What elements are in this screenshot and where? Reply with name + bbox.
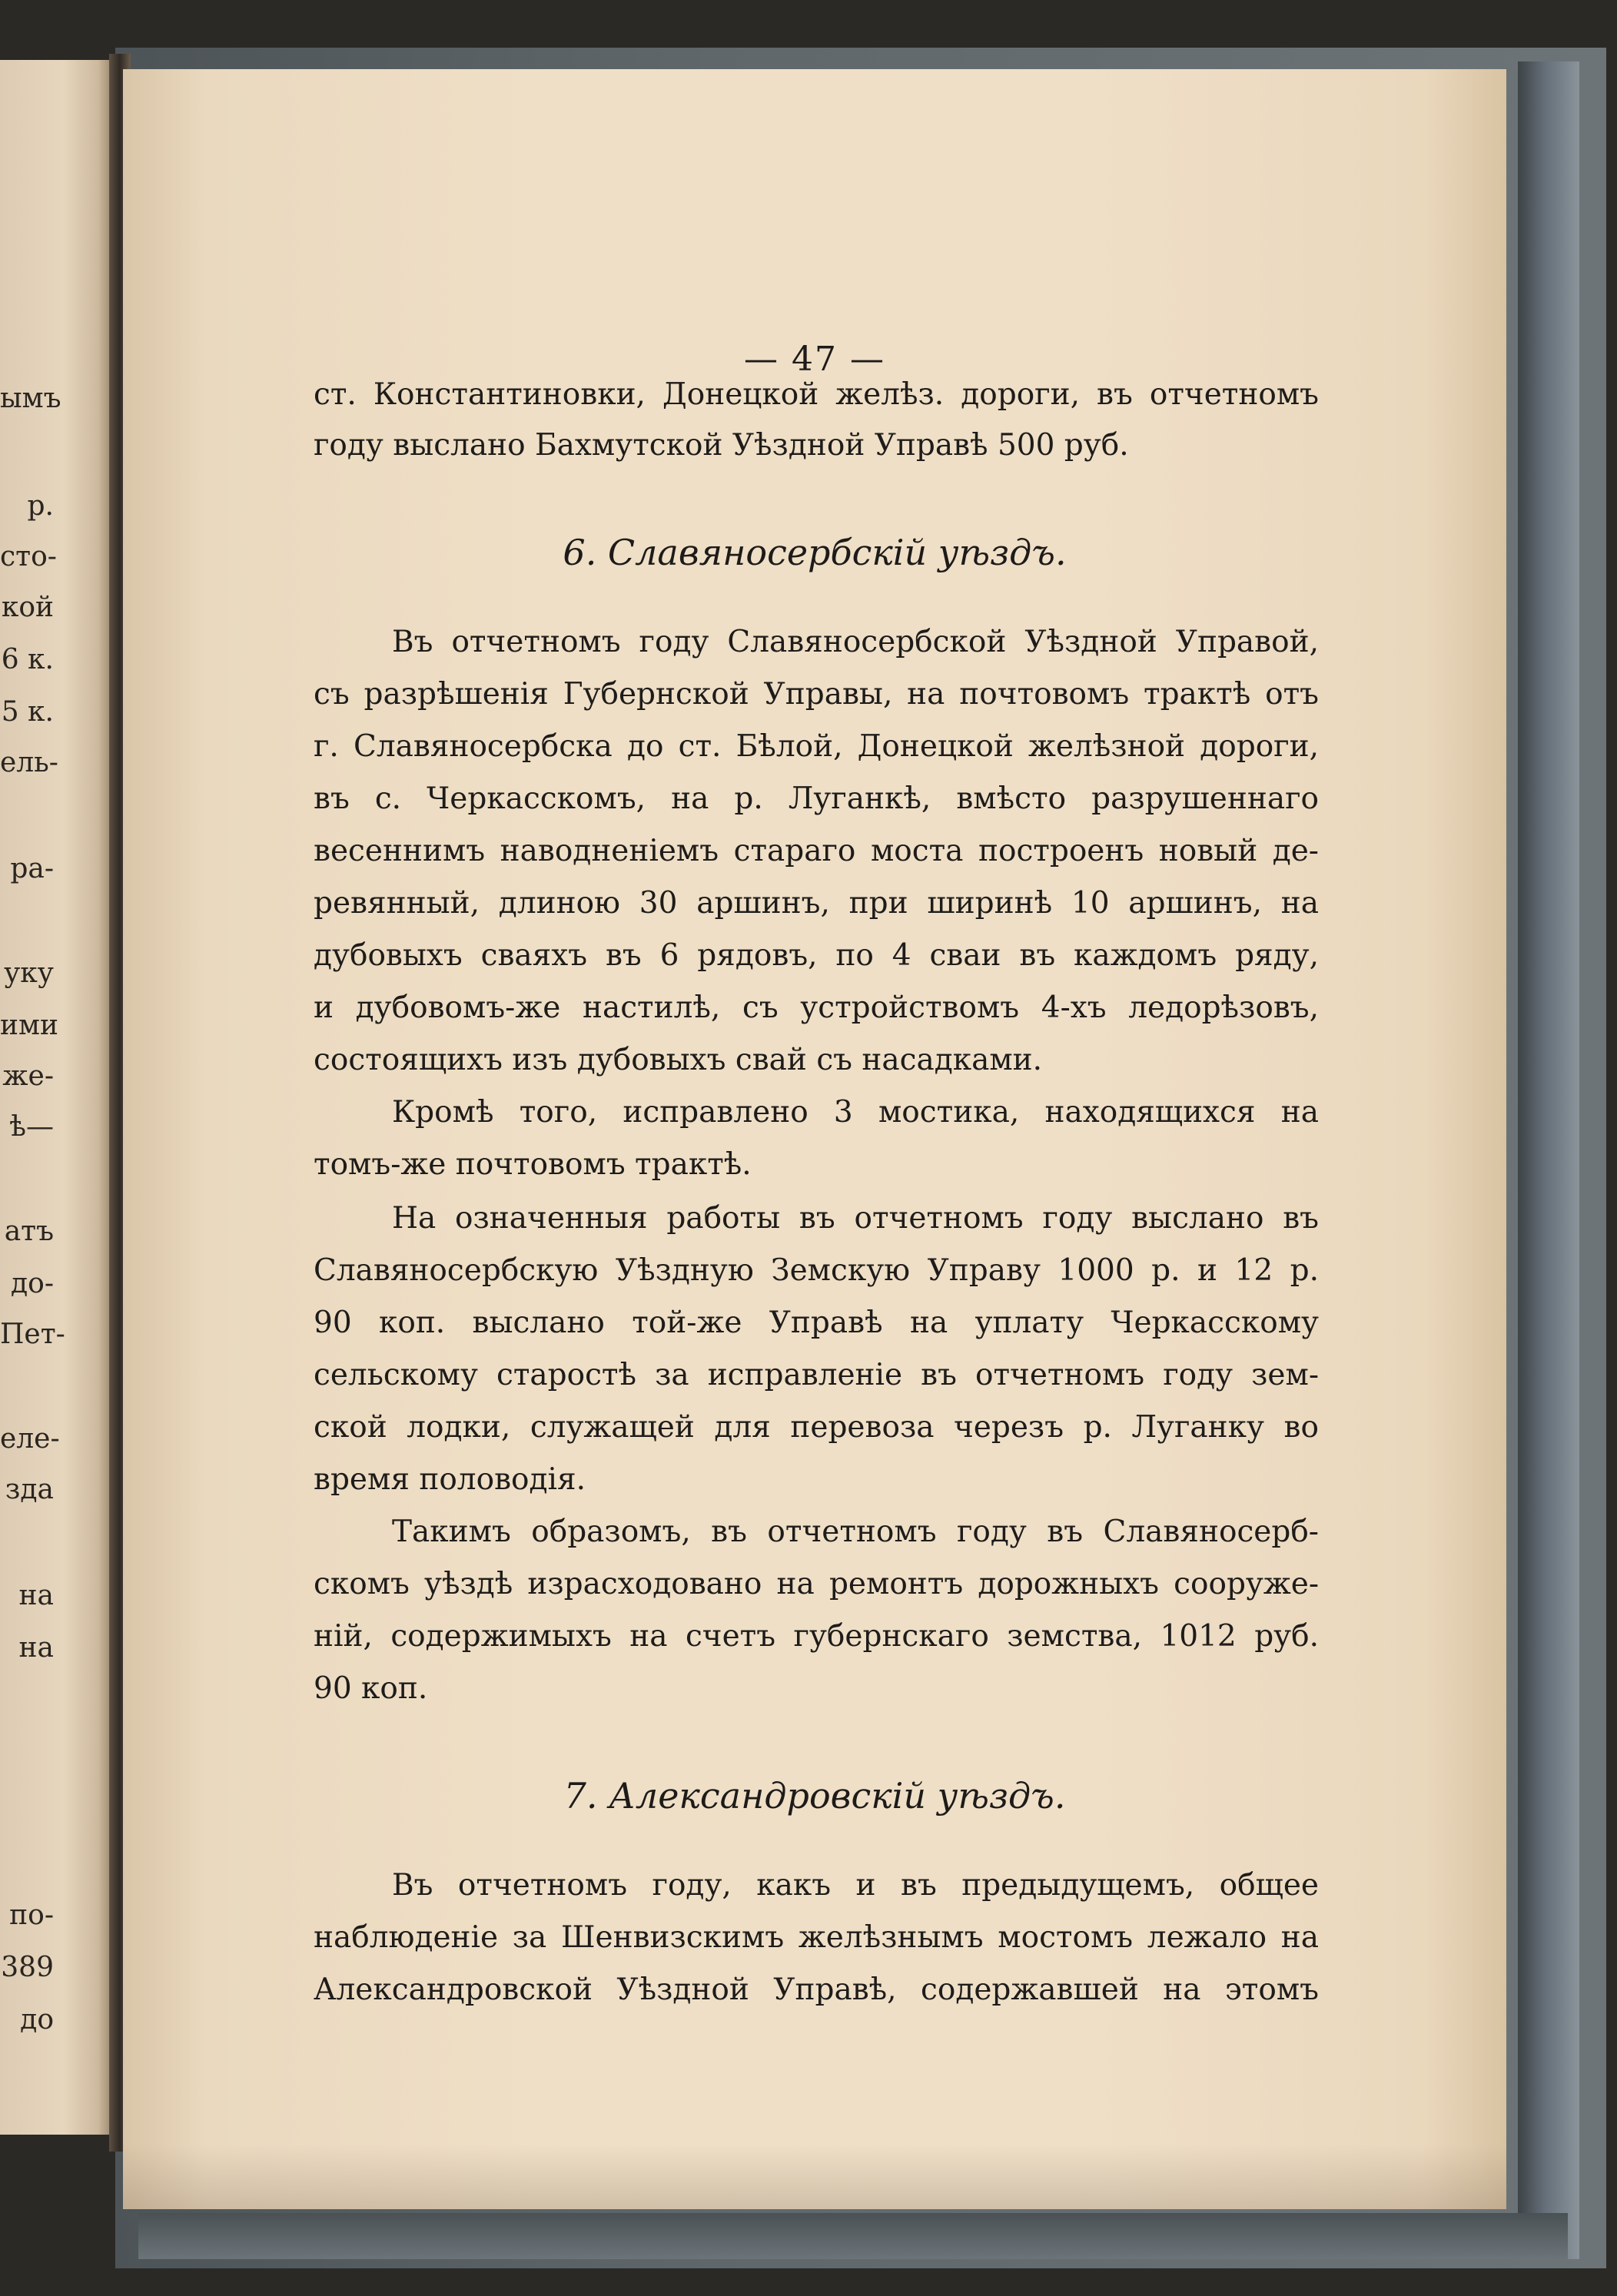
text-line: 90 коп. — [314, 1671, 428, 1706]
facing-page-fragment: на — [18, 1580, 54, 1611]
facing-page-fragment: по- — [9, 1900, 54, 1931]
section-heading — [123, 1775, 1506, 1817]
page-shadow — [123, 2144, 1506, 2209]
text-line: ской лодки, служащей для перевоза черезъ р. Луганку во — [314, 1410, 1319, 1445]
text-line: Славяносербскую Уѣздную Земскую Управу 1000 р. и 12 р. — [314, 1253, 1319, 1288]
text-line: томъ-же почтовомъ трактѣ. — [314, 1147, 752, 1182]
facing-page-fragment: 5 к. — [1, 696, 54, 728]
facing-page-fragment: 6 к. — [1, 644, 54, 675]
text-line: ній, содержимыхъ на счетъ губернскаго земства, 1012 руб. — [314, 1619, 1319, 1654]
facing-page-fragment: до- — [10, 1268, 54, 1299]
text-line: ревянный, длиною 30 аршинъ, при ширинѣ 10 аршинъ, на — [314, 886, 1319, 921]
facing-page-fragment: ра- — [10, 853, 54, 884]
text-line: 90 коп. выслано той-же Управѣ на уплату Черкасскому — [314, 1306, 1319, 1340]
text-line: дубовыхъ сваяхъ въ 6 рядовъ, по 4 сваи въ каждомъ ряду, — [314, 938, 1319, 973]
facing-page-fragment: р. — [27, 490, 54, 522]
text-line: весеннимъ наводненіемъ стараго моста построенъ новый де- — [314, 834, 1319, 868]
text-line: Кромѣ того, исправлено 3 мостика, находящихся на — [392, 1095, 1319, 1130]
text-line: ст. Константиновки, Донецкой желѣз. дороги, въ отчетномъ — [314, 377, 1319, 412]
facing-page-fragment: же- — [2, 1060, 54, 1092]
page-number: — 47 — — [744, 340, 885, 379]
facing-page-fragment: на — [18, 1632, 54, 1664]
text-line: наблюденіе за Шенвизскимъ желѣзнымъ мостомъ лежало на — [314, 1920, 1319, 1955]
text-line: время половодія. — [314, 1462, 586, 1497]
facing-page-fragment: ель- — [0, 747, 58, 778]
facing-page-fragment: уку — [4, 957, 54, 989]
facing-page-fragment: ѣ— — [9, 1111, 54, 1143]
text-line: съ разрѣшенія Губернской Управы, на почтовомъ трактѣ отъ — [314, 677, 1319, 712]
section-heading — [123, 532, 1506, 573]
facing-page-fragment: до — [20, 2004, 54, 2036]
text-line: На означенныя работы въ отчетномъ году выслано въ — [392, 1201, 1319, 1236]
text-line: Въ отчетномъ году Славяносербской Уѣздной Управой, — [392, 625, 1319, 659]
text-line: Александровской Уѣздной Управѣ, содержавшей на этомъ — [314, 1973, 1319, 2007]
text-line: Такимъ образомъ, въ отчетномъ году въ Славяносерб- — [392, 1515, 1319, 1549]
text-line: году выслано Бахмутской Уѣздной Управѣ 500 руб. — [314, 428, 1129, 463]
facing-page-fragment: ымъ — [0, 383, 61, 414]
facing-page-fragment: 389 — [1, 1952, 54, 1983]
text-line: въ с. Черкасскомъ, на р. Луганкѣ, вмѣсто разрушеннаго — [314, 781, 1319, 816]
text-line: сельскому старостѣ за исправленіе въ отчетномъ году зем- — [314, 1358, 1319, 1392]
facing-page — [0, 60, 115, 2135]
text-line: скомъ уѣздѣ израсходовано на ремонтъ дорожныхъ сооруже- — [314, 1567, 1319, 1601]
facing-page-fragment: еле- — [0, 1423, 60, 1455]
facing-page-fragment: атъ — [4, 1216, 54, 1247]
text-line: г. Славяносербска до ст. Бѣлой, Донецкой желѣзной дороги, — [314, 729, 1319, 764]
facing-page-fragment: сто- — [0, 541, 57, 572]
facing-page-fragment: кой — [1, 592, 54, 623]
section-heading-text: 6. Славяносербскій уѣздъ. — [563, 532, 1067, 573]
book-cover-edge — [1518, 61, 1579, 2259]
section-heading-text: 7. Александровскій уѣздъ. — [563, 1775, 1066, 1817]
text-line: и дубовомъ-же настилѣ, съ устройствомъ 4-хъ ледорѣзовъ, — [314, 990, 1319, 1025]
facing-page-fragment: ими — [0, 1010, 58, 1041]
facing-page-fragment: зда — [5, 1474, 54, 1505]
book-cover-bottom — [138, 2213, 1568, 2259]
text-line: состоящихъ изъ дубовыхъ свай съ насадками. — [314, 1043, 1043, 1077]
text-line: Въ отчетномъ году, какъ и въ предыдущемъ, общее — [392, 1868, 1319, 1903]
facing-page-fragment: Пет- — [0, 1319, 65, 1350]
book-page — [123, 69, 1506, 2209]
